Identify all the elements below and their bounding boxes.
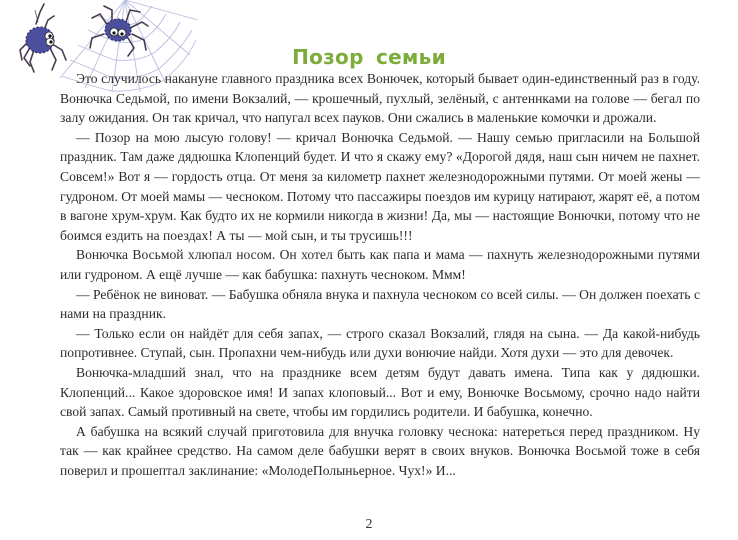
paragraph: — Только если он найдёт для себя запах, — строго сказал Вокзалий, глядя на сына. — Да какой-нибудь попротивнее. Ступай, сын. Пропахни чем-нибудь или духи вонючие найди. Хотя духи — это для девочек. bbox=[60, 325, 700, 361]
story-body bbox=[60, 69, 700, 480]
paragraph: — Позор на мою лысую голову! — кричал Вонючка Седьмой. — Нашу семью пригласили на Большой праздник. Там даже дядюшка Клопенций будет. И что я скажу ему? «Дорогой дядя, наш сын ничем не пахнет. Совсем!» Вот я — гордость отца. От меня за километр пахнет железнодорожными путями. От моей жены — гудроном. От моей мамы — чесноком. Потому что пассажиры поездов им курицу натирают, жарят её, а потом в вагоне хрум-хрум. Как будто их не кормили никогда в жизни! Да, мы — настоящие Вонючки, потому что не боимся ездить на поездах! А ты — мой сын, и ты трусишь!!! bbox=[60, 129, 700, 243]
paragraph: Это случилось накануне главного праздника всех Вонючек, который бывает один-единственный раз в году. Вонючка Седьмой, по имени Вокзалий, — крошечный, пухлый, зелёный, с антеннками на голове — бегал по залу ожидания. Он так кричал, что напугал всех пауков. Они сжались в маленькие комочки и дрожали. bbox=[60, 71, 700, 126]
paragraph: А бабушка на всякий случай приготовила для внучка головку чеснока: натереться перед праздником. Ну так — как крайнее средство. На самом деле бабушки верят в своих внуков. Вонючка Восьмой тоже в себя поверил и прошептал заклинание: «МолодеПолыньерное. Чух!» И... bbox=[60, 423, 700, 478]
paragraph: Вонючка-младший знал, что на празднике всем детям будут давать имена. Типа как у дядюшки. Клопенций... Какое здоровское имя! И запах клоповый... Вот и ему, Вонючке Восьмому, срочно надо найти свой запах. Самый противный на свете, чтобы им гордились родители. И бабушка, конечно. bbox=[60, 364, 700, 420]
paragraph: — Ребёнок не виноват. — Бабушка обняла внука и пахнула чесноком со всей силы. — Он должен поехать с нами на праздник. bbox=[60, 286, 700, 322]
paragraph: Вонючка Восьмой хлюпал носом. Он хотел быть как папа и мама — пахнуть железнодорожными путями или гудроном. А ещё лучше — как бабушка: пахнуть чесноком. Ммм! bbox=[60, 247, 700, 282]
page-number: 2 bbox=[365, 517, 373, 532]
page-title: Позор семьи bbox=[292, 45, 446, 70]
